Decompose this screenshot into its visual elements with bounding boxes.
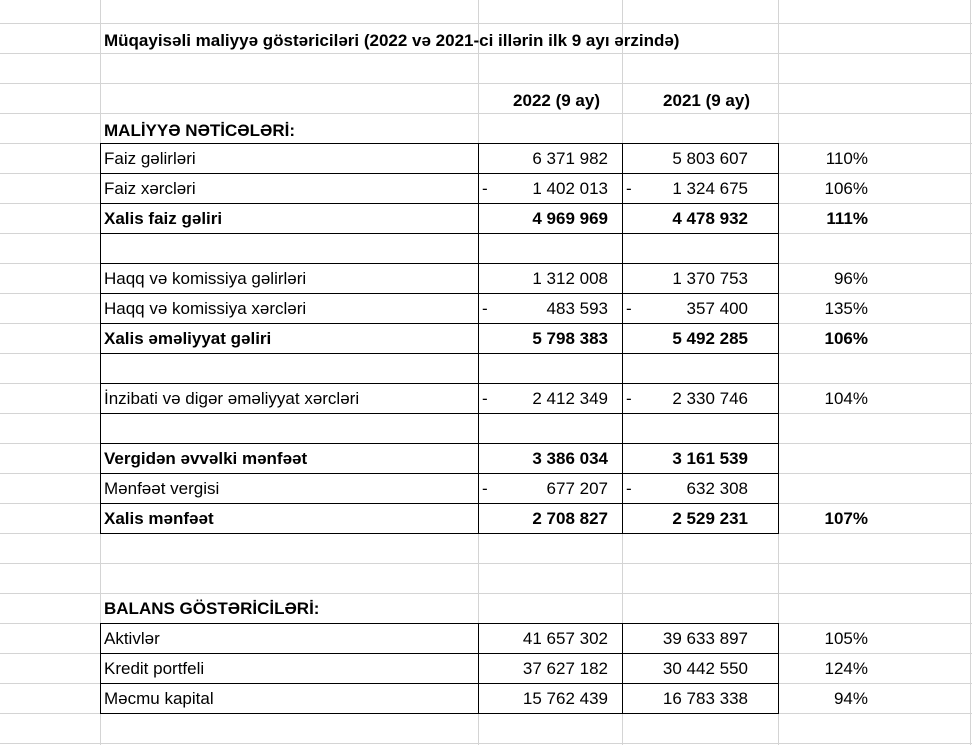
minus-sign: -	[482, 389, 488, 408]
cell-pct-interest-expense: 106%	[824, 179, 868, 198]
section-heading-financial: MALİYYƏ NƏTİCƏLƏRİ:	[104, 121, 296, 140]
border-row-divider	[100, 473, 779, 474]
border-col-divider	[478, 143, 479, 534]
sheet-title: Müqayisəli maliyyə göstəriciləri (2022 və 2021-ci illərin ilk 9 ayı ərzində)	[104, 31, 680, 50]
cell-pct-fee-expense: 135%	[824, 299, 868, 318]
cell-pct-admin-expenses: 104%	[824, 389, 868, 408]
cell-2021-pretax-profit: 3 161 539	[672, 449, 748, 468]
row-label-loan-portfolio: Kredit portfeli	[104, 659, 205, 678]
cell-2021-interest-expense	[622, 174, 778, 204]
cell-2022-fee-income: 1 312 008	[532, 269, 608, 288]
cell-2022-profit-tax	[478, 474, 622, 504]
value-text: 1 402 013	[532, 179, 608, 198]
cell-2021-assets: 39 633 897	[662, 629, 748, 648]
cell-2021-interest-income: 5 803 607	[672, 149, 748, 168]
cell-pct-net-profit: 107%	[824, 509, 868, 528]
border-row-divider	[100, 203, 779, 204]
border-row-divider	[100, 443, 779, 444]
section-heading-balance: BALANS GÖSTƏRİCİLƏRİ:	[104, 599, 320, 618]
minus-sign: -	[626, 389, 632, 408]
minus-sign: -	[482, 299, 488, 318]
border-row-divider	[100, 383, 779, 384]
border-row-divider	[100, 653, 779, 654]
border-col-divider	[622, 143, 623, 534]
border-row-divider	[100, 683, 779, 684]
minus-sign: -	[626, 299, 632, 318]
column-header-2021: 2021 (9 ay)	[663, 91, 750, 110]
border-row-divider	[100, 353, 779, 354]
cell-2022-assets: 41 657 302	[522, 629, 608, 648]
row-label-total-capital: Məcmu kapital	[104, 689, 214, 708]
cell-2022-fee-expense	[478, 294, 622, 324]
cell-2022-net-profit: 2 708 827	[532, 509, 608, 528]
row-label-interest-expense: Faiz xərcləri	[104, 179, 196, 198]
cell-pct-net-interest-income: 111%	[826, 209, 868, 228]
cell-2021-net-interest-income: 4 478 932	[672, 209, 748, 228]
border-row-divider	[100, 293, 779, 294]
border-row-divider	[100, 323, 779, 324]
row-label-fee-expense: Haqq və komissiya xərcləri	[104, 299, 307, 318]
cell-pct-loan-portfolio: 124%	[824, 659, 868, 678]
minus-sign: -	[482, 179, 488, 198]
cell-2022-total-capital: 15 762 439	[522, 689, 608, 708]
minus-sign: -	[626, 479, 632, 498]
border-row-divider	[100, 173, 779, 174]
cell-2021-net-profit: 2 529 231	[672, 509, 748, 528]
value-text: 677 207	[546, 479, 608, 498]
row-label-admin-expenses: İnzibati və digər əməliyyat xərcləri	[104, 389, 360, 408]
row-label-net-operating-income: Xalis əməliyyat gəliri	[104, 329, 272, 348]
cell-2021-net-operating-income: 5 492 285	[672, 329, 748, 348]
cell-2022-loan-portfolio: 37 627 182	[522, 659, 608, 678]
cell-2022-net-interest-income: 4 969 969	[532, 209, 608, 228]
cell-pct-assets: 105%	[824, 629, 868, 648]
cell-2022-net-operating-income: 5 798 383	[532, 329, 608, 348]
cell-pct-fee-income: 96%	[833, 269, 868, 288]
cell-2022-interest-income: 6 371 982	[532, 149, 608, 168]
cell-2021-admin-expenses	[622, 384, 778, 414]
value-text: 632 308	[686, 479, 748, 498]
row-label-profit-tax: Mənfəət vergisi	[104, 479, 220, 498]
value-text: 2 412 349	[532, 389, 608, 408]
row-label-net-interest-income: Xalis faiz gəliri	[104, 209, 223, 228]
cell-2021-loan-portfolio: 30 442 550	[662, 659, 748, 678]
row-label-net-profit: Xalis mənfəət	[104, 509, 214, 528]
column-header-2022: 2022 (9 ay)	[513, 91, 600, 110]
cell-pct-net-operating-income: 106%	[824, 329, 868, 348]
cell-2021-total-capital: 16 783 338	[662, 689, 748, 708]
row-label-interest-income: Faiz gəlirləri	[104, 149, 196, 168]
cell-2021-fee-income: 1 370 753	[672, 269, 748, 288]
value-text: 357 400	[686, 299, 748, 318]
value-text: 2 330 746	[672, 389, 748, 408]
cell-2022-interest-expense	[478, 174, 622, 204]
border-row-divider	[100, 233, 779, 234]
cell-pct-interest-income: 110%	[825, 149, 868, 168]
cell-2022-pretax-profit: 3 386 034	[532, 449, 608, 468]
value-text: 483 593	[546, 299, 608, 318]
row-label-fee-income: Haqq və komissiya gəlirləri	[104, 269, 307, 288]
minus-sign: -	[626, 179, 632, 198]
minus-sign: -	[482, 479, 488, 498]
value-text: 1 324 675	[672, 179, 748, 198]
row-label-assets: Aktivlər	[104, 629, 160, 648]
border-col-divider	[622, 623, 623, 714]
row-label-pretax-profit: Vergidən əvvəlki mənfəət	[104, 449, 308, 468]
cell-2021-profit-tax	[622, 474, 778, 504]
border-row-divider	[100, 413, 779, 414]
cell-2022-admin-expenses	[478, 384, 622, 414]
cell-pct-total-capital: 94%	[833, 689, 868, 708]
border-row-divider	[100, 503, 779, 504]
border-row-divider	[100, 263, 779, 264]
cell-2021-fee-expense	[622, 294, 778, 324]
border-col-divider	[478, 623, 479, 714]
